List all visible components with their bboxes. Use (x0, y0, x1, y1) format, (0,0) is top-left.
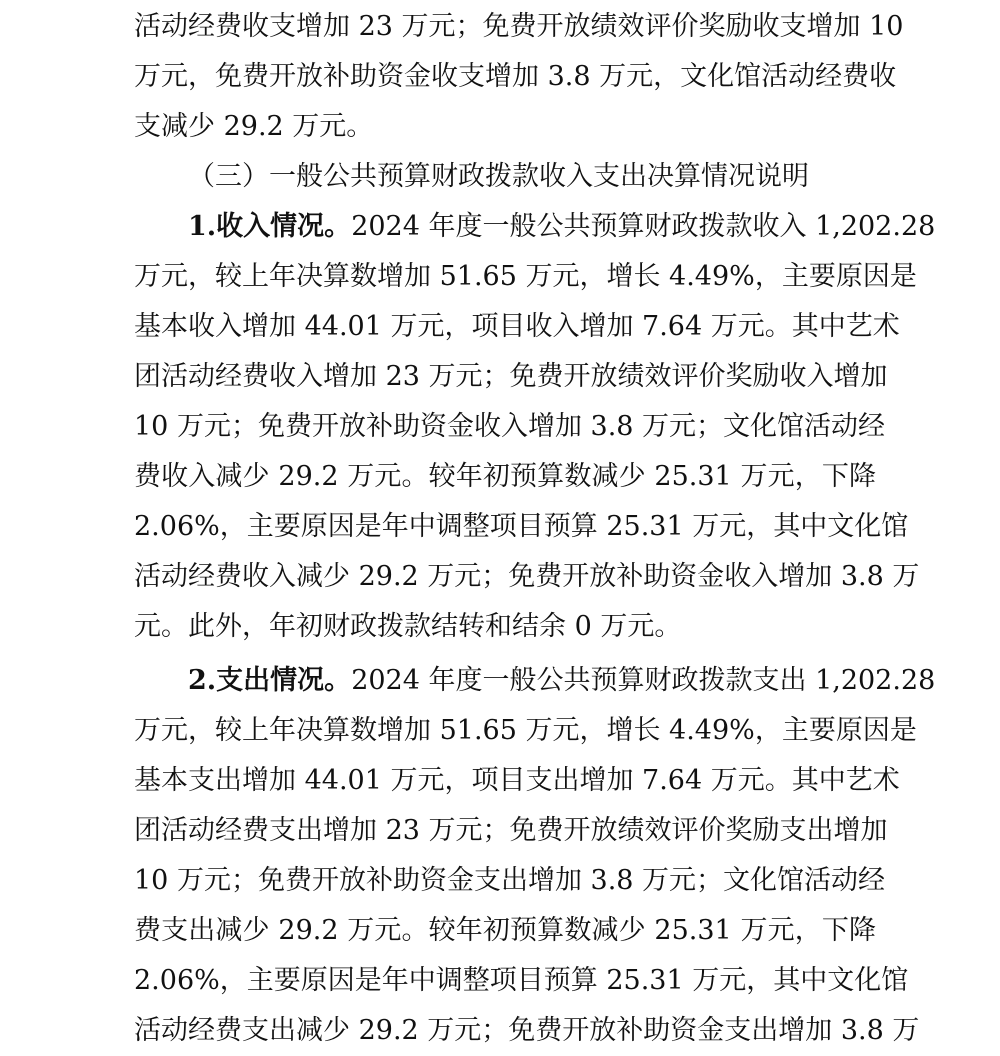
line-text: 活动经费收支增加 23 万元；免费开放绩效评价奖励收支增加 10 (134, 11, 904, 42)
paragraph-line (134, 1013, 920, 1049)
section-heading (188, 159, 808, 195)
paragraph-line (134, 109, 876, 145)
paragraph-line (134, 9, 904, 45)
line-text: 2024 年度一般公共预算财政拨款支出 1,202.28 (351, 665, 936, 696)
line-text: 费收入减少 29.2 万元。较年初预算数减少 25.31 万元，下降 (134, 461, 876, 492)
paragraph-line (134, 863, 886, 899)
line-text: 支减少 29.2 万元。 (134, 111, 374, 142)
line-text: 2.06%，主要原因是年中调整项目预算 25.31 万元，其中文化馆 (134, 965, 909, 996)
paragraph-line (188, 663, 936, 699)
paragraph-line (134, 813, 888, 849)
line-text: 基本收入增加 44.01 万元，项目收入增加 7.64 万元。其中艺术 (134, 311, 900, 342)
line-text: 2.06%，主要原因是年中调整项目预算 25.31 万元，其中文化馆 (134, 511, 909, 542)
line-text: 10 万元；免费开放补助资金支出增加 3.8 万元；文化馆活动经 (134, 865, 886, 896)
paragraph-line (134, 763, 900, 799)
paragraph-line (134, 259, 917, 295)
paragraph-line (134, 509, 909, 545)
line-text: 元。此外，年初财政拨款结转和结余 0 万元。 (134, 611, 682, 642)
expense-subheading: 2.支出情况。 (188, 665, 352, 696)
line-text: 活动经费收入减少 29.2 万元；免费开放补助资金收入增加 3.8 万 (134, 561, 920, 592)
paragraph-line (134, 459, 876, 495)
line-text: 万元，免费开放补助资金收支增加 3.8 万元，文化馆活动经费收 (134, 61, 897, 92)
line-text: 团活动经费收入增加 23 万元；免费开放绩效评价奖励收入增加 (134, 361, 888, 392)
paragraph-line (134, 309, 900, 345)
line-text: 基本支出增加 44.01 万元，项目支出增加 7.64 万元。其中艺术 (134, 765, 900, 796)
paragraph-line (134, 59, 897, 95)
paragraph-line (134, 963, 909, 999)
line-text: 2024 年度一般公共预算财政拨款收入 1,202.28 (351, 211, 936, 242)
line-text: 万元，较上年决算数增加 51.65 万元，增长 4.49%，主要原因是 (134, 715, 917, 746)
line-text: 活动经费支出减少 29.2 万元；免费开放补助资金支出增加 3.8 万 (134, 1015, 920, 1046)
heading-text: （三）一般公共预算财政拨款收入支出决算情况说明 (188, 161, 809, 192)
paragraph-line (134, 359, 888, 395)
paragraph-line (134, 713, 917, 749)
line-text: 团活动经费支出增加 23 万元；免费开放绩效评价奖励支出增加 (134, 815, 888, 846)
paragraph-line (134, 409, 886, 445)
line-text: 万元，较上年决算数增加 51.65 万元，增长 4.49%，主要原因是 (134, 261, 917, 292)
paragraph-line (134, 559, 920, 595)
paragraph-line (134, 913, 876, 949)
paragraph-line (134, 609, 876, 645)
paragraph-line (188, 209, 936, 245)
line-text: 费支出减少 29.2 万元。较年初预算数减少 25.31 万元，下降 (134, 915, 876, 946)
income-subheading: 1.收入情况。 (188, 211, 352, 242)
line-text: 10 万元；免费开放补助资金收入增加 3.8 万元；文化馆活动经 (134, 411, 886, 442)
